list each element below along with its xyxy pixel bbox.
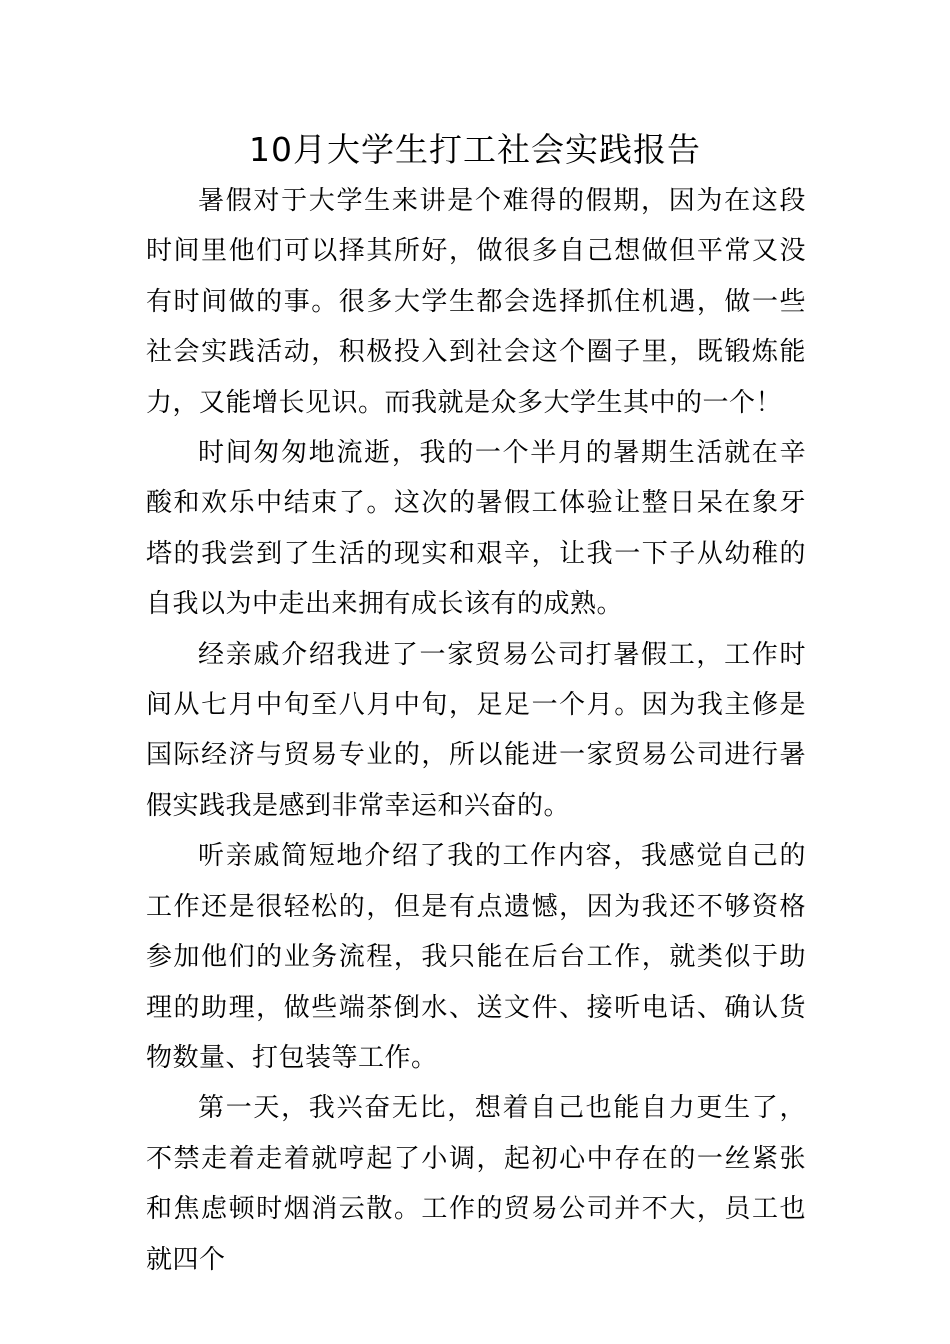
paragraph-3: 经亲戚介绍我进了一家贸易公司打暑假工，工作时间从七月中旬至八月中旬，足足一个月。因为我主修是国际经济与贸易专业的，所以能进一家贸易公司进行暑假实践我是感到非常幸运和兴奋的。	[146, 639, 806, 821]
paragraph-5: 第一天，我兴奋无比，想着自己也能自力更生了，不禁走着走着就哼起了小调，起初心中存在的一丝紧张和焦虑顿时烟消云散。工作的贸易公司并不大，员工也就四个	[146, 1093, 806, 1275]
document-body	[146, 176, 806, 1285]
paragraph-2: 时间匆匆地流逝，我的一个半月的暑期生活就在辛酸和欢乐中结束了。这次的暑假工体验让整日呆在象牙塔的我尝到了生活的现实和艰辛，让我一下子从幼稚的自我以为中走出来拥有成长该有的成熟。	[146, 438, 806, 620]
paragraph-1: 暑假对于大学生来讲是个难得的假期，因为在这段时间里他们可以择其所好，做很多自己想做但平常又没有时间做的事。很多大学生都会选择抓住机遇，做一些社会实践活动，积极投入到社会这个圈子里，既锻炼能力，又能增长见识。而我就是众多大学生其中的一个！	[146, 186, 806, 418]
document-title: 10月大学生打工社会实践报告	[249, 130, 701, 169]
paragraph-4: 听亲戚简短地介绍了我的工作内容，我感觉自己的工作还是很轻松的，但是有点遗憾，因为我还不够资格参加他们的业务流程，我只能在后台工作，就类似于助理的助理，做些端茶倒水、送文件、接听电话、确认货物数量、打包装等工作。	[146, 841, 806, 1073]
